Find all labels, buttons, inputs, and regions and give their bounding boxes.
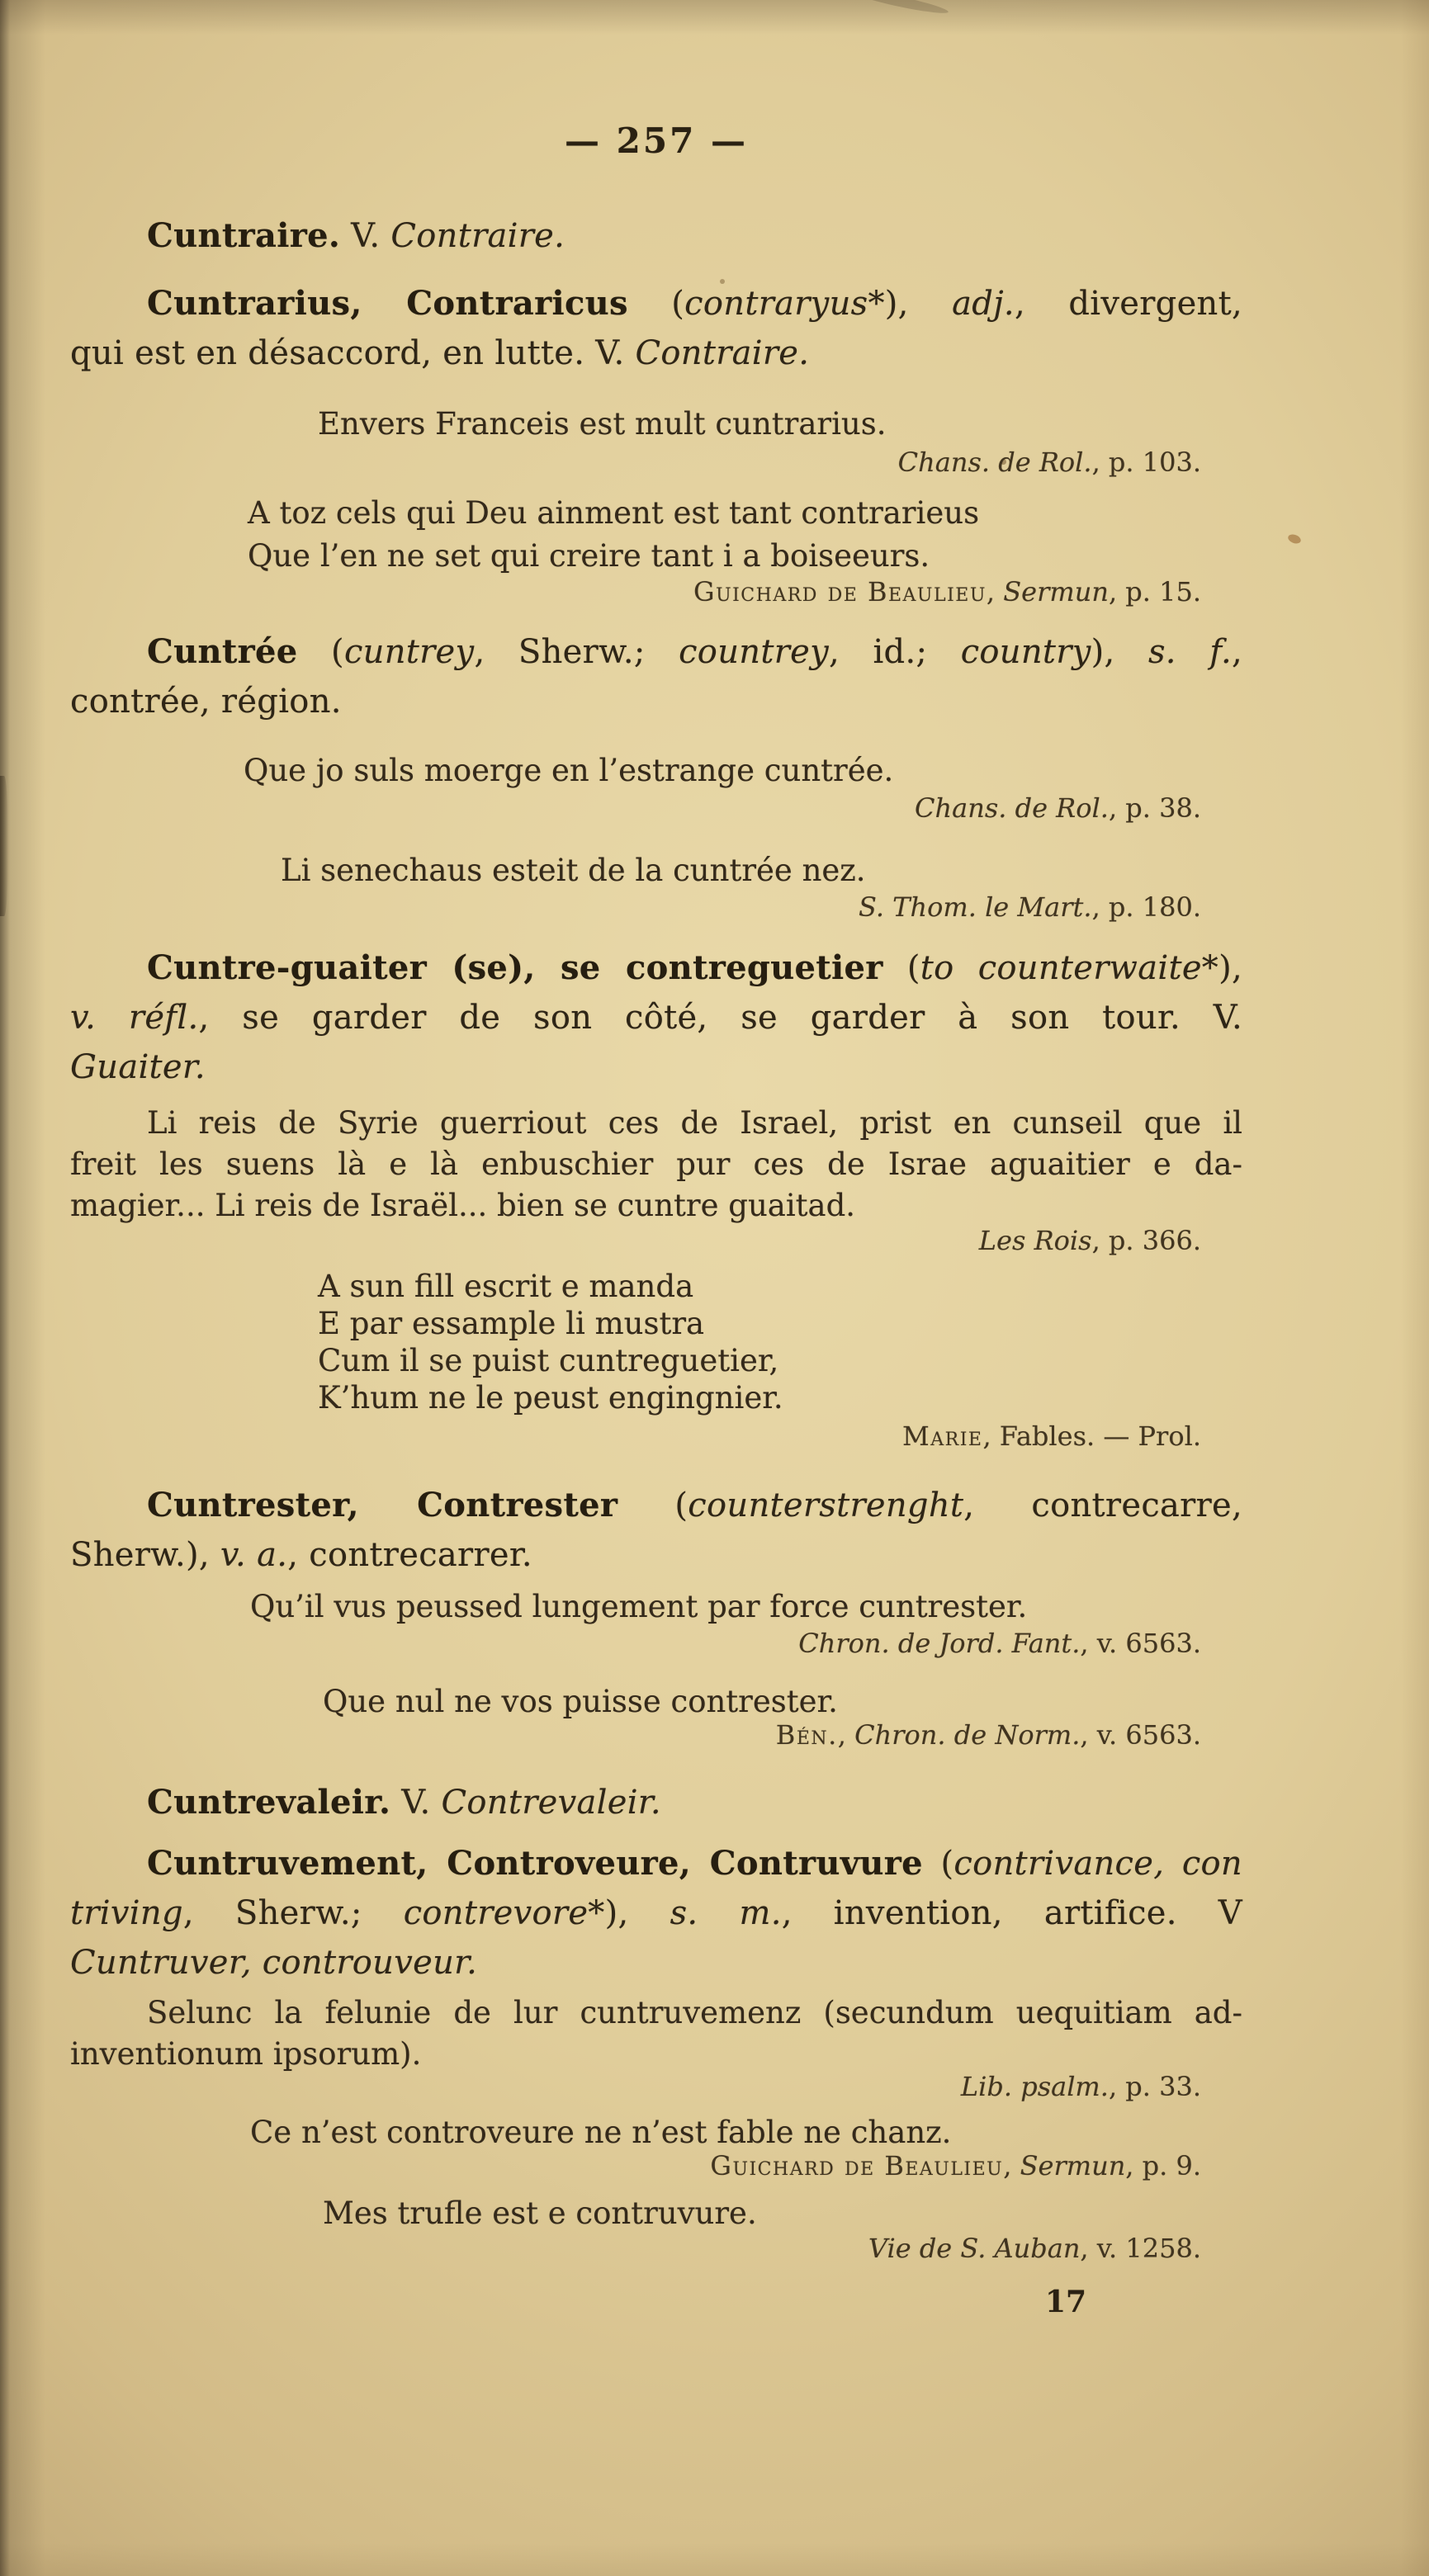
page-number: — 257 — (565, 121, 748, 161)
etymon: counterstrenght (688, 1487, 964, 1524)
attribution-source: Les Rois (978, 1225, 1092, 1256)
verse-line: A sun fill escrit e manda (318, 1269, 694, 1304)
variant-form: cuntrey (343, 633, 475, 671)
quote-line: inventionum ipsorum). (70, 2036, 422, 2072)
quote-line: Que jo suls moerge en l’estrange cuntrée. (244, 753, 894, 788)
attribution-loc: , v. 1258. (1080, 2233, 1201, 2264)
entry-text: ), (1218, 949, 1243, 987)
attribution (70, 446, 1242, 479)
entry-cuntre-guaiter (70, 943, 1242, 1092)
pos-label: v. réfl. (70, 999, 199, 1037)
quote-line: freit les suens là e là enbuschier pur ces de Israe aguaitier e da- (70, 1146, 1242, 1182)
quote-line: Mes trufle est e contruvure. (323, 2196, 757, 2231)
text-line (70, 279, 1242, 328)
attribution-source: Vie de S. Auban (868, 2233, 1081, 2264)
quotation-li-senechaus (70, 849, 1242, 892)
quote-line: Li reis de Syrie guerriout ces de Israel, prist en cunseil que il (147, 1105, 1242, 1141)
entry-text: qui est en désaccord, en lutte. V. (70, 334, 636, 372)
attribution (70, 2070, 1242, 2103)
etymon: to counterwaite* (920, 949, 1219, 987)
entry-cuntraire (70, 211, 1242, 261)
variant-form: country (960, 633, 1091, 671)
attribution-sep: , (986, 576, 1004, 607)
cross-reference: Contrevaleir. (441, 1784, 661, 1822)
pos-label: s. m. (670, 1894, 782, 1932)
entry-cuntrester (70, 1481, 1242, 1580)
definition-text: contrée, région. (70, 683, 342, 721)
quotation-quil-vus (70, 1586, 1242, 1628)
attribution-source: S. Thom. le Mart. (859, 891, 1092, 923)
attribution-sep: , (1003, 2150, 1020, 2181)
pos-label: v. a. (220, 1536, 288, 1574)
attribution-author: Bén. (775, 1719, 838, 1751)
headword: Cuntruvement, Controveure, Contruvure (147, 1844, 923, 1883)
text-line (70, 211, 1242, 261)
attribution-loc: , p. 103. (1091, 447, 1201, 478)
attribution-source: Lib. psalm. (960, 2071, 1109, 2102)
entry-cuntree (70, 627, 1242, 726)
entry-text: , id.; (828, 633, 961, 671)
headword: Cuntre-guaiter (se), se contreguetier (147, 948, 883, 987)
text-line (70, 677, 1242, 726)
attribution-source: Sermun (1020, 2150, 1126, 2181)
text-line (70, 1778, 1242, 1827)
entry-text: , se garder de son côté, se garder à son tour. V. (198, 999, 1242, 1037)
attribution-loc: , Fables. — Prol. (982, 1420, 1201, 1452)
quotation-li-reis (70, 1103, 1242, 1227)
entry-cuntrevaleir (70, 1778, 1242, 1827)
quote-line: Selunc la felunie de lur cuntruvemenz (secundum uequitiam ad- (147, 1995, 1242, 2030)
entry-text: ( (922, 1845, 954, 1883)
verse-line: E par essample li mustra (318, 1306, 705, 1341)
quote-line: Que nul ne vos puisse contrester. (323, 1684, 838, 1719)
entry-text: V. (390, 1784, 442, 1822)
etymon: contrevore* (403, 1894, 605, 1932)
text-line (70, 1938, 1242, 1988)
attribution (70, 792, 1242, 825)
pos-label: adj. (952, 285, 1015, 323)
attribution-loc: , p. 180. (1091, 891, 1201, 923)
quotation-mes-trufle (70, 2192, 1242, 2235)
attribution (70, 1718, 1242, 1751)
quotation-envers (70, 403, 1242, 446)
pos-label: s. f. (1147, 633, 1232, 671)
text-line (70, 993, 1242, 1042)
attribution-source: Chron. de Norm. (854, 1719, 1081, 1751)
entry-text: , divergent, (1014, 285, 1243, 323)
attribution-sep: , (837, 1719, 855, 1751)
quotation-selunc (70, 1992, 1242, 2075)
entry-text: , Sherw.; (182, 1894, 404, 1932)
cross-reference: Guaiter. (70, 1048, 206, 1086)
attribution-loc: , p. 366. (1091, 1225, 1201, 1256)
paper-edge-shadow (0, 776, 8, 916)
attribution-author: Guichard de Beaulieu (710, 2150, 1004, 2181)
attribution-author: Guichard de Beaulieu (693, 576, 987, 607)
etymon: contrivance, con (953, 1845, 1242, 1883)
text-line (70, 1530, 1242, 1580)
entry-text: , contrecarrer. (287, 1536, 532, 1574)
etymon: triving (70, 1894, 183, 1932)
quote-line: Li senechaus esteit de la cuntrée nez. (281, 853, 866, 888)
verse-line: K’hum ne le peust engingnier. (318, 1380, 783, 1416)
attribution (70, 2149, 1242, 2182)
entry-text: , Sherw.; (474, 633, 679, 671)
paper-speck (1287, 533, 1302, 546)
headword: Cuntrester, Contrester (147, 1486, 618, 1524)
attribution-loc: , v. 6563. (1080, 1628, 1201, 1659)
quotation-que-jo (70, 749, 1242, 792)
quote-line: Ce n’est controveure ne n’est fable ne chanz. (250, 2115, 952, 2150)
verse-line: Cum il se puist cuntreguetier, (318, 1343, 779, 1378)
cross-reference: Contraire. (635, 334, 810, 372)
cross-reference: Cuntruver, controuveur. (70, 1944, 478, 1982)
attribution (70, 1627, 1242, 1660)
print-signature: 17 (1045, 2285, 1087, 2319)
attribution (70, 1420, 1242, 1453)
entry-text: ( (882, 949, 920, 987)
quote-line: Qu’il vus peussed lungement par force cuntrester. (250, 1589, 1028, 1624)
text-line (70, 328, 1242, 378)
quotation-que-nul (70, 1680, 1242, 1723)
attribution (70, 1224, 1242, 1257)
paper-speck (850, 0, 949, 17)
variant-form: countrey (679, 633, 829, 671)
text-line (70, 1481, 1242, 1530)
entry-text: ), (884, 285, 953, 323)
headword: Cuntrée (147, 632, 298, 671)
attribution-source: Chron. de Jord. Fant. (798, 1628, 1081, 1659)
quote-line: Que l’en ne set qui creire tant i a boiseeurs. (248, 538, 930, 574)
attribution-loc: , p. 38. (1108, 792, 1201, 824)
attribution-source: Chans. de Rol. (897, 447, 1092, 478)
cross-reference: Contraire. (390, 217, 565, 255)
entry-text: , (1231, 633, 1242, 671)
entry-text: ( (627, 285, 685, 323)
attribution-loc: , p. 9. (1125, 2150, 1201, 2181)
entry-text: ), (1091, 633, 1148, 671)
attribution (70, 2232, 1242, 2265)
attribution-source: Chans. de Rol. (915, 792, 1109, 824)
text-line (70, 943, 1242, 993)
attribution-source: Sermun (1003, 576, 1109, 607)
entry-text: Sherw.), (70, 1536, 220, 1574)
quotation-a-toz (70, 492, 1242, 578)
entry-text: ( (617, 1487, 688, 1524)
quotation-ce-nest (70, 2111, 1242, 2154)
quote-line: magier... Li reis de Israël... bien se cuntre guaitad. (70, 1188, 856, 1223)
entry-cuntrarius (70, 279, 1242, 378)
attribution (70, 891, 1242, 924)
quote-line: A toz cels qui Deu ainment est tant contrarieus (248, 495, 980, 531)
quote-line: Envers Franceis est mult cuntrarius. (318, 406, 887, 442)
headword: Cuntraire. (147, 216, 341, 255)
attribution-loc: , v. 6563. (1080, 1719, 1201, 1751)
entry-cuntruvement (70, 1839, 1242, 1988)
entry-text: ( (297, 633, 344, 671)
attribution-loc: , p. 33. (1108, 2071, 1201, 2102)
attribution-loc: , p. 15. (1108, 576, 1201, 607)
entry-text: V. (340, 217, 391, 255)
text-line (70, 1839, 1242, 1888)
quotation-a-sun-fill (70, 1268, 1242, 1416)
entry-text: , invention, artifice. V (781, 1894, 1242, 1932)
text-line (70, 627, 1242, 677)
headword: Cuntrarius, Contraricus (147, 284, 628, 323)
attribution (70, 575, 1242, 608)
attribution-author: Marie (901, 1420, 983, 1452)
text-line (70, 1888, 1242, 1938)
entry-text: , contrecarre, (963, 1487, 1242, 1524)
text-line (70, 1042, 1242, 1092)
etymon: contraryus* (684, 285, 885, 323)
entry-text: ), (604, 1894, 670, 1932)
headword: Cuntrevaleir. (147, 1783, 391, 1822)
